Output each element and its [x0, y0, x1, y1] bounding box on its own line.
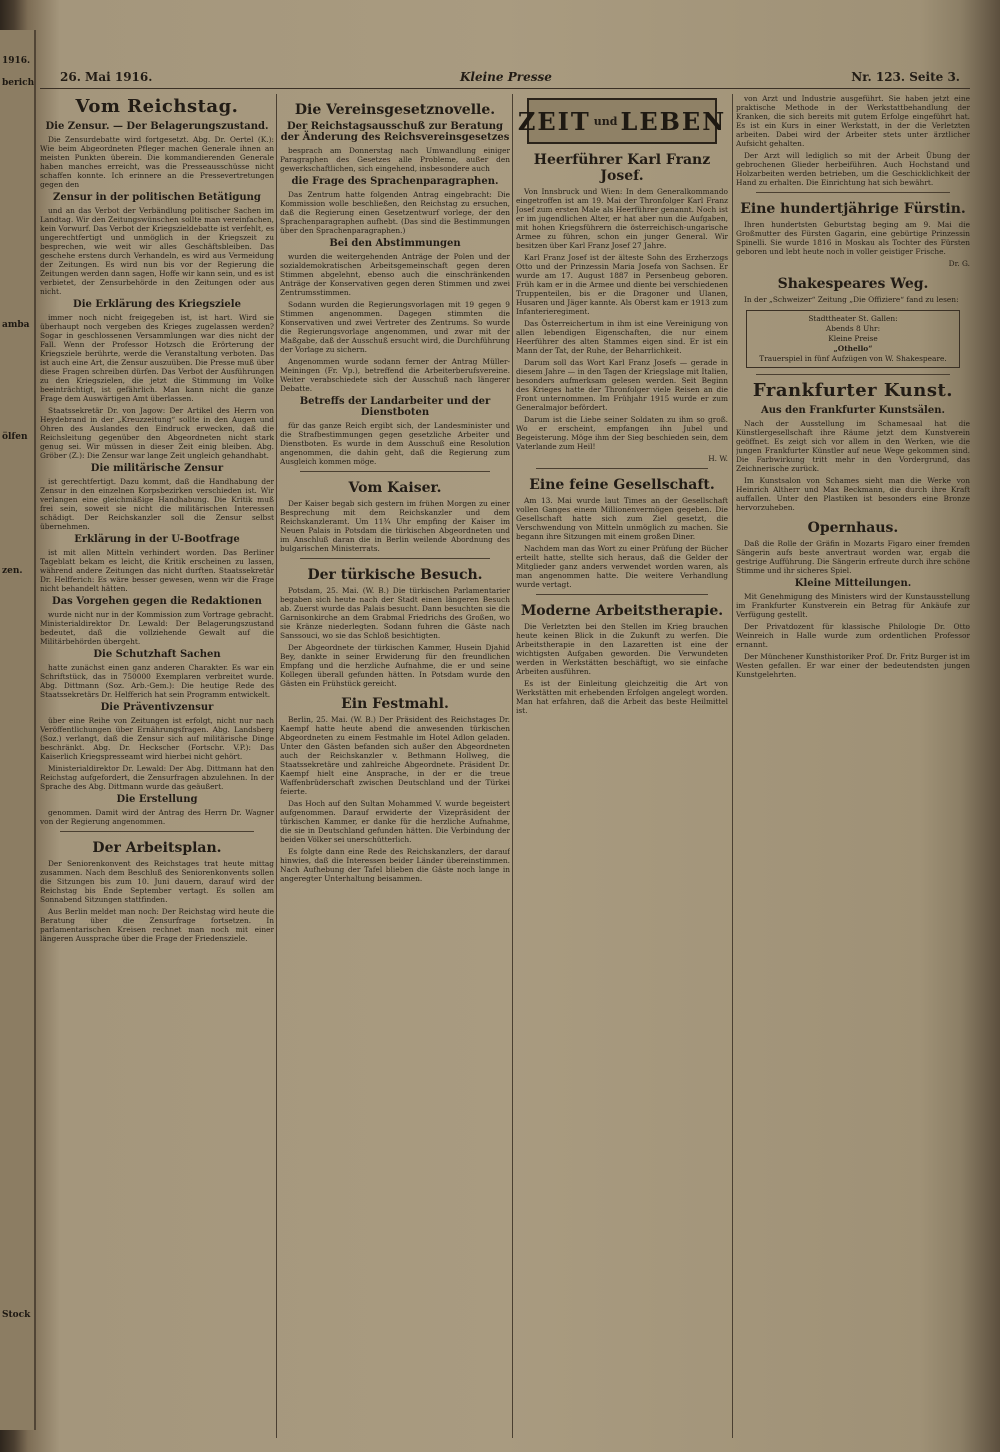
column-1 [40, 94, 274, 1438]
article-paragraph: Nachdem man das Wort zu einer Prüfung der Bücher erteilt hatte, stellte sich heraus, daß die Gelder der Mitglieder ganz anders verwendet worden waren, als man angenommen hatte. Die weitere Verhandlung wurde vertagt. [516, 544, 728, 589]
column-2 [280, 94, 510, 1438]
article-paragraph: für das ganze Reich ergibt sich, der Landesminister und die Strafbestimmungen gegen gesetzliche Arbeiter und Dienstboten. Es wurde in dem Ausschuß eine Resolution angenommen, die dahin geht, daß die Regierung zum Ausgleich kommen möge. [280, 421, 510, 466]
divider [60, 831, 254, 832]
subheading: Das Vorgehen gegen die Redaktionen [52, 596, 262, 607]
article-paragraph: Darum ist die Liebe seiner Soldaten zu ihm so groß. Wo er erscheint, empfangen ihn Jubel und Begeisterung. Möge ihm der Sieg beschieden sein, dem Vaterlande zum Heil! [516, 415, 728, 451]
article-paragraph: Die Zensurdebatte wird fortgesetzt. Abg. Dr. Oertel (K.): Wie beim Abgeordneten Pfleger machen Generale ihnen an meisten Punkten überein. Die kommandierenden Generale haben manches erreicht, was die Presseausschüsse nicht schaffen konnte. Ich erinnere an die Pressevertretungen gegen den [40, 135, 274, 189]
article-signature: H. W. [708, 454, 728, 463]
subheading: Kleine Mitteilungen. [794, 578, 912, 589]
subheading: Die Schutzhaft Sachen [93, 649, 221, 660]
article-paragraph: und an das Verbot der Verbändlung politischer Sachen im Landtag. Wir den Zeitungswünschen sollte man vereinfachen, kein Vorwurf. Das Verbot der Kriegszieldebatte ist verfehlt, es ungerechtfertigt und unmöglich in der Kriegszeit zu besprechen, wie weit wir alles Geschäftsbleiben. Das geschehe erstens durch Verhandeln, es wird aus Vermeidung der Zeitungen. Es wird nun bis vor der Regierung die Zeitungen werden dann sagen, Hoffe wir kann sein, und es ist verbietet, der Zensurbehörde in den Zeitungen oder aus nicht. [40, 206, 274, 296]
article-paragraph: Nach der Ausstellung im Schamesaal hat die Künstlergesellschaft ihre Räume jetzt dem Kunstverein geöffnet. Es zeigt sich vor allem in den Werken, wie die jungen Frankfurter Künstler auf neue Wege gekommen sind. Die Farbwirkung tritt mehr in den Vordergrund, das Zeichnerische zurück. [736, 419, 970, 473]
headline-frankfurter-kunst: Frankfurter Kunst. [752, 380, 954, 401]
article-paragraph: Potsdam, 25. Mai. (W. B.) Die türkischen Parlamentarier begaben sich heute nach der Stadt einen längeren Besuch ab. Zuerst wurde das Palais besucht. Dann besuchten sie die Garnisonkirche an dem Grabmal Friedrichs des Großen, wo sie Kränze niederlegten. Sodann fuhren die Gäste nach Sanssouci, wo sie das Schloß besichtigten. [280, 586, 510, 640]
headline-opernhaus: Opernhaus. [807, 520, 899, 536]
edge-fragment: zen. [2, 566, 23, 576]
subheadline: Die Zensur. — Der Belagerungszustand. [45, 121, 269, 132]
headline-vom-reichstag: Vom Reichstag. [75, 96, 239, 117]
article-paragraph: wurde nicht nur in der Kommission zum Vortrage gebracht. Ministerialdirektor Dr. Lewald: Der Belagerungszustand bedeutet, daß die vollziehende Gewalt auf die Militärbehörden übergeht. [40, 610, 274, 646]
edge-fragment: Stock [2, 1310, 31, 1320]
article-paragraph: Der Seniorenkonvent des Reichstages trat heute mittag zusammen. Nach dem Beschluß des Seniorenkonvents sollen die Sitzungen bis zum 10. Juni dauern, darauf wird der Reichstag bis Ende September vertagt. Es sollen am Sonnabend Sitzungen stattfinden. [40, 859, 274, 904]
article-paragraph: Ministerialdirektor Dr. Lewald: Der Abg. Dittmann hat den Reichstag aufgefordert, die Zensurfragen abzulehnen. In der Sprache des Abg. Dittmann wurde das geäußert. [40, 764, 274, 791]
column-3 [516, 94, 728, 1438]
article-paragraph: Es folgte dann eine Rede des Reichskanzlers, der darauf hinwies, daß die Interessen beider Länder übereinstimmen. Nach Aufhebung der Tafel blieben die Gäste noch lange in angeregter Unterhaltung beisammen. [280, 847, 510, 883]
subheading: die Frage des Sprachenparagraphen. [291, 176, 499, 187]
divider [536, 468, 708, 469]
article-paragraph: Angenommen wurde sodann ferner der Antrag Müller-Meiningen (Fr. Vp.), betreffend die Arbeiterberufsvereine. Weiter verabschiedete sich der Ausschuß nach längerer Debatte. [280, 357, 510, 393]
article-paragraph: ist mit allen Mitteln verhindert worden. Das Berliner Tageblatt bekam es leicht, die Kritik erscheinen zu lassen, während andere Zeitungen das nicht durften. Staatssekretär Dr. Helfferich: Es wäre besser gewesen, wenn wir die Frage nicht behandelt hätten. [40, 548, 274, 593]
article-paragraph: Das Österreichertum in ihm ist eine Vereinigung von allen lebendigen Eigenschaften, die nur einem Heerführer des alten Stammes eigen sind. Er ist ein Mann der Tat, der Ruhe, der Beharrlichkeit. [516, 319, 728, 355]
theater-name: Stadttheater St. Gallen: [808, 314, 898, 323]
article-paragraph: wurden die weitergehenden Anträge der Polen und der sozialdemokratischen Arbeitsgemeinschaft gegen deren Stimmen abgelehnt, ebenso auch die einschränkenden Anträge der Konservativen gegen deren Stimmen und zwei Zentrumsstimmen. [280, 252, 510, 297]
headline-shakespeares-weg: Shakespeares Weg. [777, 276, 929, 292]
article-paragraph: Im Kunstsalon von Schames sieht man die Werke von Heinrich Altherr und Max Beckmann, die durch ihre Kraft auffallen. Unter den Plastiken ist besonders eine Bronze hervorzuheben. [736, 476, 970, 512]
zeit-und-leben-logo [517, 98, 727, 144]
subheading: Die militärische Zensur [90, 463, 224, 474]
article-paragraph: Karl Franz Josef ist der älteste Sohn des Erzherzogs Otto und der Prinzessin Maria Josefa von Sachsen. Er wurde am 17. August 1887 in Persenbeug geboren. Früh kam er in die Armee und diente bei verschiedenen Truppenteilen, bis er die Dragoner und Ulanen, Husaren und Jäger kannte. Als Oberst kam er 1913 zum Infanterieregiment. [516, 253, 728, 316]
article-paragraph: Die Verletzten bei den Stellen im Krieg brauchen heute keinen Blick in die Zukunft zu werfen. Die Arbeitstherapie in den Lazaretten ist eine der wichtigsten Aufgaben geworden. Die Verwundeten werden in Werkstätten beschäftigt, wo sie einfache Arbeiten ausführen. [516, 622, 728, 676]
headline-arbeitsplan: Der Arbeitsplan. [92, 840, 222, 856]
headline-arbeitstherapie: Moderne Arbeitstherapie. [520, 603, 724, 619]
subheading: Erklärung in der U-Bootfrage [74, 534, 240, 545]
article-paragraph: Ihren hundertsten Geburtstag beging am 9. Mai die Großmutter des Fürsten Gagarin, eine gebürtige Prinzessin Spinelli. Sie wurde 1816 in Moskau als Tochter des Fürsten geboren und lebt heute noch in voller geistiger Frische. [736, 220, 970, 256]
subheadline: Aus den Frankfurter Kunstsälen. [761, 405, 945, 416]
article-paragraph: Staatssekretär Dr. von Jagow: Der Artikel des Herrn von Heydebrand in der „Kreuzzeitung“ sollte in den Augen und Ohren des Auslandes den Eindruck erwecken, daß die Reichsleitung gegenüber den Abgeordneten nicht stark genug sei. Wir müssen in dieser Zeit einig bleiben. Abg. Gröber (Z.): Die Zensur war lange Zeit ungleich gehandhabt. [40, 406, 274, 460]
article-paragraph: Der Arzt will lediglich so mit der Arbeit Übung der gebrochenen Glieder herbeiführen. Auch Hochstand und Holzarbeiten werden betrieben, um die Geschicklichkeit der Hand zu erhalten. Die Einrichtung hat sich bewährt. [736, 151, 970, 187]
article-paragraph: immer noch nicht freigegeben ist, ist hart. Wird sie überhaupt noch vergeben des Krieges zugelassen werden? Sogar in geschlossenen Versammlungen war dies nicht der Fall. Wenn der Professor Hotzsch die Erörterung der Kriegsziele berührte, werde die Veranstaltung verboten. Das ist auch eine Art, die Zensur auszuüben. Die Presse muß über diese Fragen schreiben dürfen. Das Verbot der Ausführungen zu den Kriegszielen, die jetzt die Stimmung im Volke beeinträchtigt, ist gefährlich. Man kann nicht die ganze Frage dem Auswärtigen Amt überlassen. [40, 313, 274, 403]
headline-tuerkischer-besuch: Der türkische Besuch. [307, 567, 483, 583]
article-paragraph: über eine Reihe von Zeitungen ist erfolgt, nicht nur nach Veröffentlichungen über Ernährungsfragen. Abg. Landsberg (Soz.) verlangt, daß die Zensur sich auf militärische Dinge beschränkt. Abg. Dr. Heckscher (Fortschr. V.P.): Das Kaiserlich Kriegspresseamt wird hierbei nicht gehört. [40, 716, 274, 761]
subheading: Die Erstellung [116, 794, 198, 805]
article-paragraph: hatte zunächst einen ganz anderen Charakter. Es war ein Schriftstück, das in 750000 Exemplaren verbreitet wurde. Abg. Dittmann (Soz. Arb.-Gem.): Die heutige Rede des Staatssekretärs Dr. Helfferich hat sein Programm entwickelt. [40, 663, 274, 699]
article-paragraph: Es ist der Einleitung gleichzeitig die Art von Werkstätten mit erhebenden Erfolgen angelegt worden. Man hat erfahren, daß die Arbeit das beste Heilmittel ist. [516, 679, 728, 715]
subheading: Zensur in der politischen Betätigung [53, 192, 261, 203]
headline-feine-gesellschaft: Eine feine Gesellschaft. [529, 477, 715, 493]
article-paragraph: Aus Berlin meldet man noch: Der Reichstag wird heute die Beratung über die Zensurfrage fortsetzen. In parlamentarischen Kreisen rechnet man noch mit einer längeren Aussprache über die Frage der Friedensziele. [40, 907, 274, 943]
newspaper-page [40, 66, 970, 1442]
article-paragraph: Am 13. Mai wurde laut Times an der Gesellschaft vollen Ganges einem Millionenvermögen gegeben. Die Gesellschaft hatte sich zum Ziel gesetzt, die Verschwendung von Mitteln unmöglich zu machen. Sie begann ihre Sitzungen mit einem großen Diner. [516, 496, 728, 541]
article-paragraph: Der Münchener Kunsthistoriker Prof. Dr. Fritz Burger ist im Westen gefallen. Er war einer der bedeutendsten jungen Kunstgelehrten. [736, 652, 970, 679]
subheading: Die Präventivzensur [100, 702, 214, 713]
edge-fragment: 1916. [2, 56, 31, 66]
theater-announcement-box [746, 310, 960, 368]
headline-heerfuehrer: Heerführer Karl Franz Josef. [533, 152, 711, 184]
subheading: Bei den Abstimmungen [329, 238, 461, 249]
article-paragraph: Darum soll das Wort Karl Franz Josefs — gerade in diesem Jahre — in den Tagen der Kriegslage mit Italien, besonders aufmerksam gelesen werden. Seit Beginn des Krieges hatte der Thronfolger viele Reisen an die Front unternommen. Im Frühjahr 1915 wurde er zum Generalmajor befördert. [516, 358, 728, 412]
column-rule [732, 94, 733, 1438]
article-paragraph: Mit Genehmigung des Ministers wird der Kunstausstellung im Frankfurter Kunstverein ein Betrag für Ankäufe zur Verfügung gestellt. [736, 592, 970, 619]
article-paragraph: Der Privatdozent für klassische Philologie Dr. Otto Weinreich in Halle wurde zum ordentlichen Professor ernannt. [736, 622, 970, 649]
article-paragraph: Das Hoch auf den Sultan Mohammed V. wurde begeistert aufgenommen. Darauf erwiderte der Vizepräsident der türkischen Kammer, er danke für die herzliche Aufnahme, die sie in Deutschland gefunden hätten. Die Verbindung der beiden Völker sei unerschütterlich. [280, 799, 510, 844]
column-rule [512, 94, 513, 1438]
edge-fragment: berich [2, 78, 35, 88]
article-paragraph: Sodann wurden die Regierungsvorlagen mit 19 gegen 9 Stimmen angenommen. Dagegen stimmten die Konservativen und zwei Vertreter des Zentrums. So wurde die Regierungsvorlage angenommen, und zwar mit der Maßgabe, daß der Ausschuß ersucht wird, die Durchführung der Vorlage zu sichern. [280, 300, 510, 354]
article-paragraph: Der Abgeordnete der türkischen Kammer, Husein Djahid Bey, dankte in seiner Erwiderung für den freundlichen Empfang und die herzliche Aufnahme, die er und seine Kollegen überall gefunden hätten. In Potsdam wurde den Gästen ein Frühstück gereicht. [280, 643, 510, 688]
edge-fragment: amba [2, 320, 30, 330]
divider [300, 471, 490, 472]
divider [536, 594, 708, 595]
logo-word: LEBEN [620, 106, 727, 136]
article-paragraph: ist gerechtfertigt. Dazu kommt, daß die Handhabung der Zensur in den einzelnen Korpsbezirken verschieden ist. Wir verlangen eine gleichmäßige Handhabung. Die Kritik muß frei sein, soweit sie nicht die militärischen Interessen schädigt. Der Reichskanzler soll die Zensur selbst übernehmen. [40, 477, 274, 531]
logo-word: ZEIT [517, 106, 591, 136]
divider [756, 374, 950, 375]
subheading: Die Erklärung des Kriegsziele [73, 299, 241, 310]
headline-festmahl: Ein Festmahl. [341, 696, 449, 712]
column-rule [276, 94, 277, 1438]
divider [756, 192, 950, 193]
theater-description: Trauerspiel in fünf Aufzügen von W. Shakespeare. [759, 354, 947, 363]
article-paragraph: Daß die Rolle der Gräfin in Mozarts Figaro einer fremden Sängerin aufs beste anvertraut worden war, ergab die gestrige Aufführung. Die Sängerin erfreute durch ihre schöne Stimme und ihr sicheres Spiel. [736, 539, 970, 575]
article-paragraph: Das Zentrum hatte folgenden Antrag eingebracht: Die Kommission wolle beschließen, den Reichstag zu ersuchen, daß die Regierung einen Gesetzentwurf vorlege, der den Sprachenparagraphen aufhebt. (Das sind die Bestimmungen über den Sprachenparagraphen.) [280, 190, 510, 235]
article-paragraph: In der „Schweizer“ Zeitung „Die Offiziere“ fand zu lesen: [744, 295, 959, 304]
article-paragraph: genommen. Damit wird der Antrag des Herrn Dr. Wagner von der Regierung angenommen. [40, 808, 274, 826]
theater-prices: Kleine Preise [828, 334, 878, 343]
headline-vereinsgesetznovelle: Die Vereinsgesetznovelle. [294, 102, 496, 118]
article-paragraph: von Arzt und Industrie ausgeführt. Sie haben jetzt eine praktische Methode in der Werkstattbehandlung der Kranken, die sich bereits mit gutem Erfolge eingeführt hat. Es ist ein Kurs in einer Werkstatt, in der die Verletzten arbeiten. Dabei wird der Arbeiter stets unter ärztlicher Aufsicht gehalten. [736, 94, 970, 148]
issue-number: Nr. 123. Seite 3. [851, 70, 960, 84]
theater-time: Abends 8 Uhr: [825, 324, 881, 333]
article-paragraph: Der Kaiser begab sich gestern im frühen Morgen zu einer Besprechung mit dem Reichskanzler und dem Reichskanzleramt. Um 11¾ Uhr empfing der Kaiser im Neuen Palais in Potsdam die türkischen Abgeordneten und im Anschluß daran die in Berlin weilende Abordnung des bulgarischen Ministerrats. [280, 499, 510, 553]
divider [300, 558, 490, 559]
newspaper-title: Kleine Presse [460, 70, 552, 84]
column-4 [736, 94, 970, 1438]
running-header [40, 66, 970, 89]
previous-page-edge [0, 30, 36, 1430]
article-paragraph: Von Innsbruck und Wien: In dem Generalkommando eingetroffen ist am 19. Mai der Thronfolger Karl Franz Josef zum ersten Male als Heerführer genannt. Noch ist er im jugendlichen Alter, er hat aber nun die Aufgaben, mit hohen Kriegsführern die österreichisch-ungarische Armee zu führen, schon ein junger General. Wir besitzen über Karl Franz Josef 27 Jahre. [516, 187, 728, 250]
theater-play: „Othello“ [833, 344, 873, 353]
subheading: Betreffs der Landarbeiter und der Dienstboten [299, 396, 491, 418]
article-paragraph: besprach am Donnerstag nach Umwandlung einiger Paragraphen des Gesetzes alle Probleme, außer den gewerkschaftlichen, sich eingehend, insbesondere auch [280, 146, 510, 173]
headline-vom-kaiser: Vom Kaiser. [348, 480, 442, 496]
logo-word: und [593, 114, 618, 128]
headline-hundertjaehrige-fuerstin: Eine hundertjährige Fürstin. [740, 201, 966, 217]
issue-date: 26. Mai 1916. [60, 70, 153, 84]
article-paragraph: Berlin, 25. Mai. (W. B.) Der Präsident des Reichstages Dr. Kaempf hatte heute abend die anwesenden türkischen Abgeordneten zu einem Festmahle im Hotel Adlon geladen. Unter den Gästen befanden sich außer den Abgeordneten auch der Reichskanzler v. Bethmann Hollweg, die Staatssekretäre und zahlreiche Abgeordnete. Präsident Dr. Kaempf hielt eine Ansprache, in der er die treue Waffenbrüderschaft zwischen Deutschland und der Türkei feierte. [280, 715, 510, 796]
subheadline: Der Reichstagsausschuß zur Beratung der Änderung des Reichsvereinsgesetzes [280, 121, 510, 143]
article-signature: Dr. G. [948, 259, 970, 268]
edge-fragment: ölfen [2, 432, 28, 442]
